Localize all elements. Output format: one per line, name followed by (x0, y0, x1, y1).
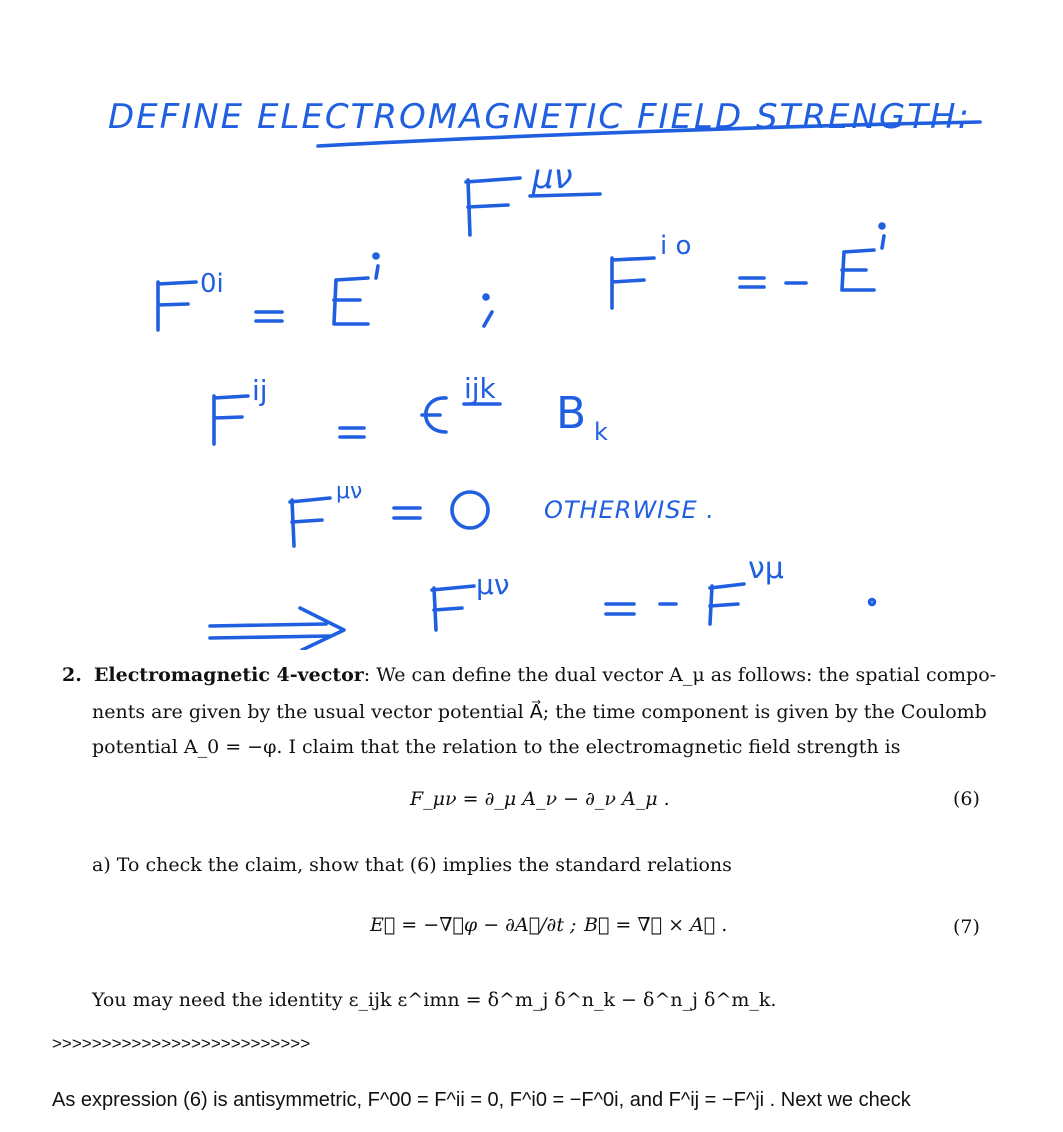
hw-Fmunu (432, 586, 474, 630)
problem-line-2: nents are given by the usual vector potential A⃗; the time component is given by the Coulomb (92, 701, 987, 723)
hw-tensor-mu-nu: μν (532, 157, 573, 197)
hw-epsilon (422, 398, 446, 432)
hw-Ei (334, 278, 368, 324)
part-a-text: a) To check the claim, show that (6) implies the standard relations (92, 854, 732, 876)
equation-7-right: B⃗ = ∇⃗ × A⃗ . (584, 914, 728, 936)
hw-otherwise: OTHERWISE . (544, 496, 715, 524)
separator-line: >>>>>>>>>>>>>>>>>>>>>>>>>> (52, 1034, 311, 1053)
svg-text:νμ: νμ (748, 551, 784, 586)
hw-Fij (214, 396, 248, 444)
svg-text:ij: ij (252, 374, 268, 407)
svg-text:μν: μν (476, 568, 510, 601)
svg-text:i o: i o (660, 231, 692, 261)
hw-Fi0 (612, 258, 654, 308)
bottom-text: As expression (6) is antisymmetric, F^00 = F^ii = 0, F^i0 = −F^0i, and F^ij = −F^ji . Next we check (52, 1089, 911, 1111)
svg-text:μν: μν (336, 479, 363, 504)
svg-text:0i: 0i (200, 269, 224, 299)
problem-line-3: potential A_0 = −φ. I claim that the relation to the electromagnetic field strength is (92, 736, 901, 758)
problem-heading: Electromagnetic 4-vector (93, 664, 364, 686)
hw-title: DEFINE ELECTROMAGNETIC FIELD STRENGTH: (108, 97, 971, 137)
equation-7-number: (7) (953, 916, 980, 938)
equation-7-left: E⃗ = −∇⃗φ − ∂A⃗/∂t ; (370, 914, 577, 936)
hw-Fmunu-zero (290, 498, 330, 546)
equation-6-number: (6) (953, 788, 980, 810)
problem-line-1: 2. Electromagnetic 4-vector: We can define the dual vector A_μ as follows: the spatial compo- (62, 664, 997, 686)
svg-text:ijk: ijk (464, 372, 496, 405)
hw-Fnumu (710, 584, 744, 624)
hw-implies-arrow (210, 608, 344, 650)
equation-6: F_μν = ∂_μ A_ν − ∂_ν A_μ . (410, 788, 670, 810)
identity-text: You may need the identity ε_ijk ε^imn = δ^m_j δ^n_k − δ^n_j δ^m_k. (92, 989, 777, 1011)
svg-text:k: k (594, 418, 608, 446)
hw-Bk: B (556, 388, 587, 439)
hw-F0i (158, 282, 196, 330)
hw-tensor-F (466, 178, 520, 235)
